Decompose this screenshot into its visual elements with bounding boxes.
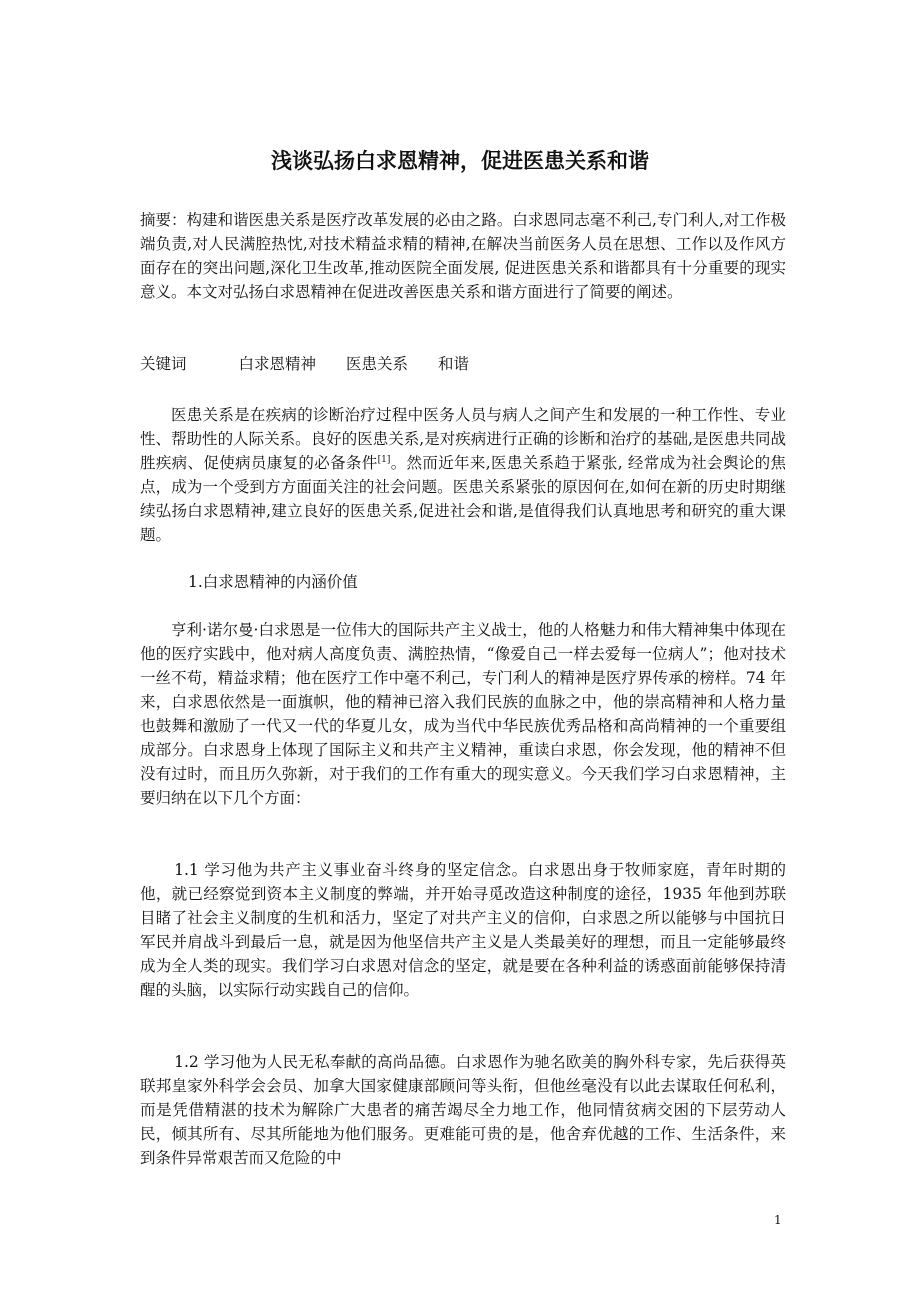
subsection-paragraph: 1.2 学习他为人民无私奉献的高尚品德。白求恩作为驰名欧美的胸外科专家，先后获得英联邦皇家外科学会会员、加拿大国家健康部顾问等头衔，但他丝毫没有以此去谋取任何私利，而是凭借精湛的技术为解除广大患者的痛苦竭尽全力地工作，他同情贫病交困的下层劳动人民，倾其所有、尽其所能地为他们服务。更难能可贵的是，他舍弃优越的工作、生活条件，来到条件异常艰苦而又危险的中 [140, 1053, 786, 1167]
keywords-line [140, 352, 786, 376]
page-number: 1 [774, 1213, 782, 1227]
citation-ref: [1] [377, 454, 391, 465]
section-heading: 1.白求恩精神的内涵价值 [188, 573, 358, 591]
keywords-label: 关键词 [140, 355, 187, 373]
intro-text-continued: 。然而近年来,医患关系趋于紧张, 经常成为社会舆论的焦点，成为一个受到方方面面关注的社会问题。医患关系紧张的原因何在,如何在新的历史时期继续弘扬白求恩精神,建立良好的医患关系,促进社会和谐,是值得我们认真地思考和研究的重大课题。 [140, 454, 786, 544]
keyword-item: 和谐 [438, 355, 470, 373]
intro-paragraph [140, 403, 786, 547]
keyword-item: 医患关系 [346, 355, 409, 373]
keyword-item: 白求恩精神 [238, 355, 317, 373]
subsection-paragraph: 1.1 学习他为共产主义事业奋斗终身的坚定信念。白求恩出身于牧师家庭，青年时期的他，就已经察觉到资本主义制度的弊端，并开始寻觅改造这种制度的途径，1935 年他到苏联目睹了社会主义制度的生机和活力，坚定了对共产主义的信仰，白求恩之所以能够与中国抗日军民并肩战斗到最后一息，就是因为他坚信共产主义是人类最美好的理想，而且一定能够最终成为全人类的现实。我们学习白求恩对信念的坚定，就是要在各种利益的诱惑面前能够保持清醒的头脑，以实际行动实践自己的信仰。 [140, 861, 786, 999]
intro-text: 医患关系是在疾病的诊断治疗过程中医务人员与病人之间产生和发展的一种工作性、专业性、帮助性的人际关系。良好的医患关系,是对疾病进行正确的诊断和治疗的基础,是医患共同战胜疾病、促使病员康复的必备条件 [140, 406, 786, 472]
abstract-paragraph: 摘要：构建和谐医患关系是医疗改革发展的必由之路。白求恩同志毫不利己,专门利人,对工作极端负责,对人民满腔热忱,对技术精益求精的精神,在解决当前医务人员在思想、工作以及作风方面存在的突出问题,深化卫生改革,推动医院全面发展, 促进医患关系和谐都具有十分重要的现实意义。本文对弘扬白求恩精神在促进改善医患关系和谐方面进行了简要的阐述。 [140, 211, 786, 301]
paper-title: 浅谈弘扬白求恩精神，促进医患关系和谐 [271, 149, 649, 173]
section-paragraph: 亨利·诺尔曼·白求恩是一位伟大的国际共产主义战士，他的人格魅力和伟大精神集中体现在他的医疗实践中，他对病人高度负责、满腔热情，“像爱自己一样去爱每一位病人”；他对技术一丝不苟，精益求精；他在医疗工作中毫不利己，专门利人的精神是医疗界传承的榜样。74 年来，白求恩依然是一面旗帜，他的精神已溶入我们民族的血脉之中，他的崇高精神和人格力量也鼓舞和激励了一代又一代的华夏儿女，成为当代中华民族优秀品格和高尚精神的一个重要组成部分。白求恩身上体现了国际主义和共产主义精神，重读白求恩，你会发现，他的精神不但没有过时，而且历久弥新，对于我们的工作有重大的现实意义。今天我们学习白求恩精神，主要归纳在以下几个方面： [140, 621, 786, 807]
